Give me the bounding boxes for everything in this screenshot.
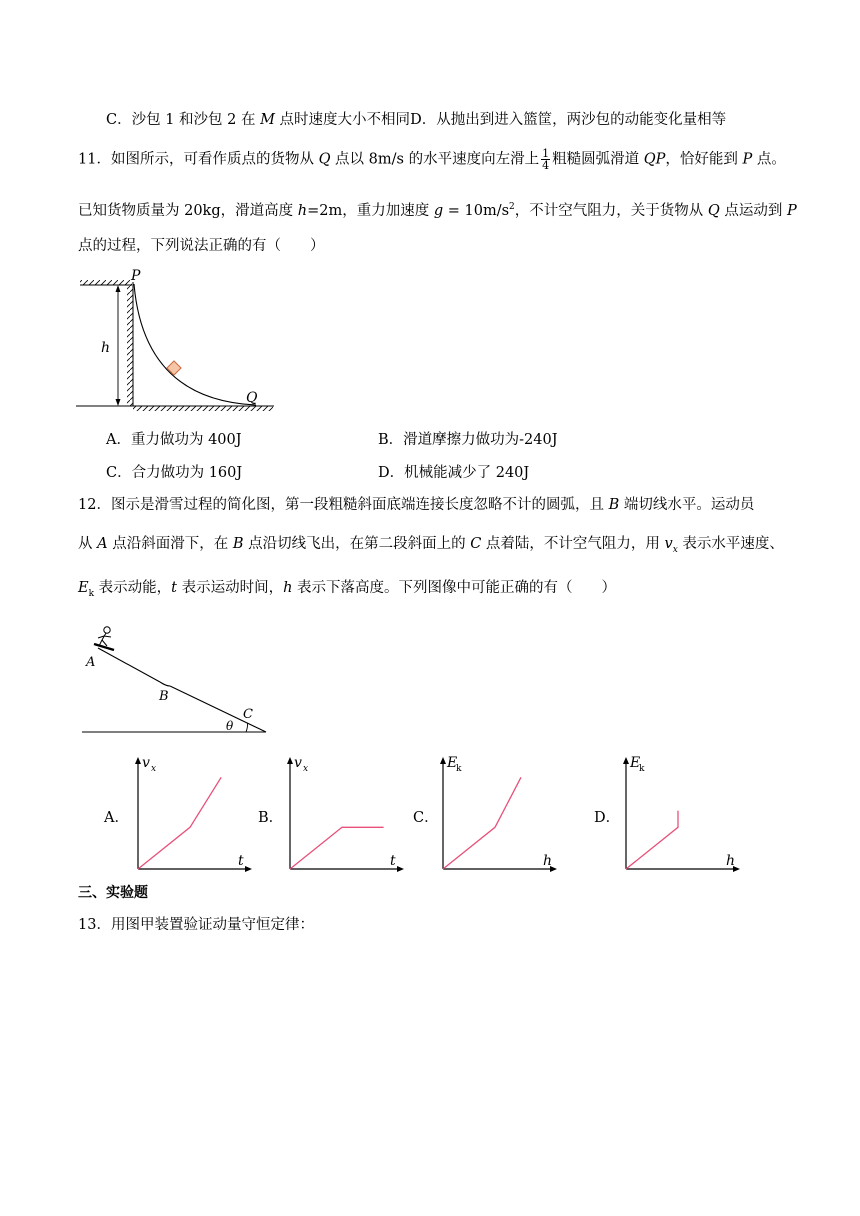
q11-line-1: 11．如图所示，可看作质点的货物从 Q 点以 8m/s 的水平速度向左滑上 $\frac{1}{4}$ 粗糙圆弧滑道 QP，恰好能到 P 点。 (78, 147, 786, 172)
q11-option-b[interactable]: B．滑道摩擦力做功为-240J (378, 432, 558, 448)
y-axis-label-sub: x (303, 764, 309, 774)
y-axis-arrow (440, 757, 446, 764)
x-axis-label: h (726, 853, 736, 869)
y-axis-label-sub: k (456, 764, 462, 774)
ceiling-hatch (80, 280, 132, 285)
graph-option-label[interactable]: B． (258, 810, 284, 826)
arc-track (134, 284, 256, 405)
q11-option-a[interactable]: A．重力做功为 400J (106, 432, 242, 448)
label-theta: θ (226, 719, 234, 733)
x-axis-arrow (245, 866, 252, 872)
q11-option-d[interactable]: D．机械能减少了 240J (378, 465, 530, 481)
q13-line: 13．用图甲装置验证动量守恒定律： (78, 917, 314, 933)
y-axis-label-sub: x (151, 764, 157, 774)
series-line (290, 827, 384, 869)
label-c: C (243, 707, 253, 722)
graph-d (622, 755, 740, 883)
graph-a (134, 755, 252, 883)
series-line (626, 811, 678, 869)
graph-c (439, 755, 557, 883)
y-axis-arrow (135, 757, 141, 764)
graph-b (286, 755, 404, 883)
x-axis-label: t (390, 853, 396, 869)
y-axis-label: v (294, 755, 302, 771)
cargo-box (167, 361, 181, 375)
q12-line-3: $E_k$ 表示动能，t 表示运动时间，h 表示下落高度。下列图像中可能正确的有（ ） (78, 580, 617, 599)
x-axis-label: t (238, 853, 244, 869)
label-q: Q (246, 390, 258, 406)
x-axis-label: h (543, 853, 553, 869)
fraction: $\frac{1}{4}$ (542, 147, 550, 172)
q11-line-3: 点的过程，下列说法正确的有（ ） (78, 238, 325, 254)
label-h: h (101, 340, 111, 356)
y-axis-label: v (142, 755, 150, 771)
graph-option-label[interactable]: A． (104, 810, 129, 826)
q11-figure (76, 268, 276, 414)
ground-hatch (133, 406, 273, 411)
y-axis-arrow (623, 757, 629, 764)
y-axis-label: E (630, 755, 641, 771)
x-axis-arrow (397, 866, 404, 872)
label-b: B (159, 689, 169, 704)
series-line (138, 777, 221, 869)
q12-line-1: 12．图示是滑雪过程的简化图，第一段粗糙斜面底端连接长度忽略不计的圆弧，且 B 端切线水平。运动员 (78, 497, 755, 513)
section-heading: 三、实验题 (78, 885, 148, 901)
y-axis-label-sub: k (639, 764, 645, 774)
graph-option-label[interactable]: C． (413, 810, 439, 826)
skier-icon (94, 627, 114, 650)
q12-ski-figure (80, 618, 280, 738)
y-axis-label: E (447, 755, 458, 771)
y-axis-arrow (287, 757, 293, 764)
series-line (443, 777, 521, 869)
label-p: P (131, 268, 141, 284)
q11-option-c[interactable]: C．合力做功为 160J (106, 465, 243, 481)
slope-1 (98, 648, 160, 682)
wall-hatch (127, 285, 133, 406)
q11-line-2: 已知货物质量为 20kg，滑道高度 h=2m，重力加速度 $g = 10m/s^2$，不计空气阻力，关于货物从 Q 点运动到 P (78, 202, 797, 219)
graph-option-label[interactable]: D． (594, 810, 621, 826)
label-a: A (86, 655, 96, 670)
option-c-d-line: C．沙包 1 和沙包 2 在 M 点时速度大小不相同D．从抛出到进入篮筐，两沙包的动能变化量相等 (106, 112, 727, 128)
q12-line-2: 从 A 点沿斜面滑下，在 B 点沿切线飞出，在第二段斜面上的 C 点着陆，不计空气阻力，用 $v_x$ 表示水平速度、 (78, 536, 784, 555)
